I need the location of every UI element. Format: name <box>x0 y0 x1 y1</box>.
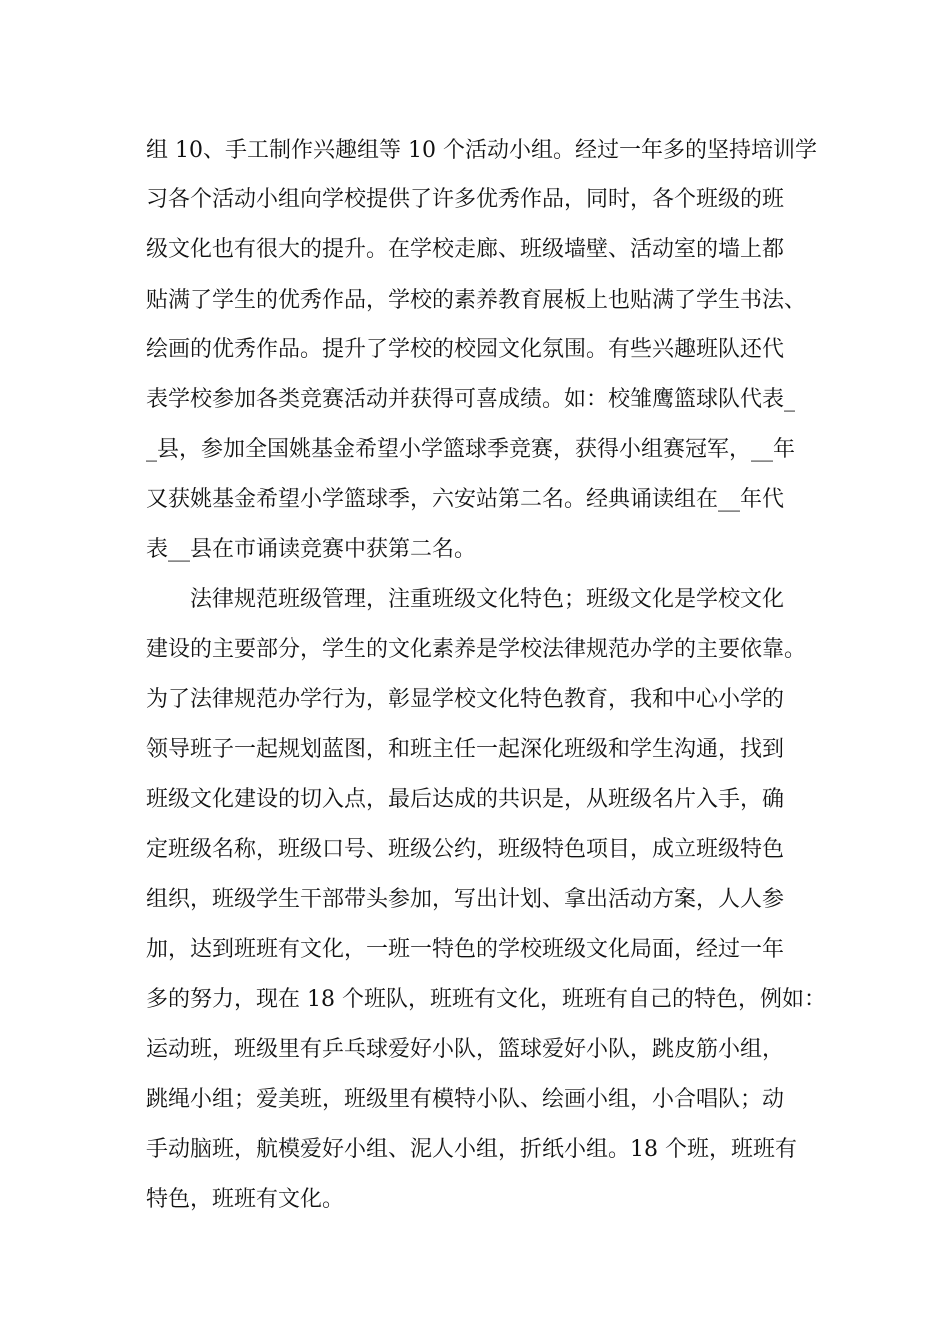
text-line: 定班级名称，班级口号、班级公约，班级特色项目，成立班级特色 <box>146 837 785 862</box>
text-line: 表学校参加各类竞赛活动并获得可喜成绩。如：校雏鹰篮球队代表_ <box>146 387 796 412</box>
text-line: 组织，班级学生干部带头参加，写出计划、拿出活动方案，人人参 <box>146 887 785 912</box>
text-line: 加，达到班班有文化，一班一特色的学校班级文化局面，经过一年 <box>146 937 785 962</box>
text-line: 组 10、手工制作兴趣组等 10 个活动小组。经过一年多的坚持培训学 <box>146 138 817 163</box>
text-line: 表__县在市诵读竞赛中获第二名。 <box>146 537 477 562</box>
text-line: 建设的主要部分，学生的文化素养是学校法律规范办学的主要依靠。 <box>146 637 807 662</box>
text-line: 又获姚基金希望小学篮球季，六安站第二名。经典诵读组在__年代 <box>146 487 785 512</box>
text-line: 为了法律规范办学行为，彰显学校文化特色教育，我和中心小学的 <box>146 687 785 712</box>
text-line: 绘画的优秀作品。提升了学校的校园文化氛围。有些兴趣班队还代 <box>146 337 785 362</box>
text-line: 手动脑班，航模爱好小组、泥人小组，折纸小组。18 个班，班班有 <box>146 1137 797 1162</box>
text-line: 领导班子一起规划蓝图，和班主任一起深化班级和学生沟通，找到 <box>146 737 785 762</box>
text-line: 运动班，班级里有乒乓球爱好小队，篮球爱好小队，跳皮筋小组， <box>146 1037 785 1062</box>
text-line: 多的努力，现在 18 个班队，班班有文化，班班有自己的特色，例如： <box>146 987 826 1012</box>
text-line: 贴满了学生的优秀作品，学校的素养教育展板上也贴满了学生书法、 <box>146 288 807 313</box>
paragraph-first-line: 法律规范班级管理，注重班级文化特色；班级文化是学校文化 <box>190 587 785 612</box>
text-line: 班级文化建设的切入点，最后达成的共识是，从班级名片入手，确 <box>146 787 785 812</box>
text-line: 特色，班班有文化。 <box>146 1187 345 1212</box>
text-line: 级文化也有很大的提升。在学校走廊、班级墙壁、活动室的墙上都 <box>146 237 785 262</box>
text-line: 习各个活动小组向学校提供了许多优秀作品，同时，各个班级的班 <box>146 187 785 212</box>
text-line: 跳绳小组；爱美班，班级里有模特小队、绘画小组，小合唱队；动 <box>146 1087 785 1112</box>
text-line: _县，参加全国姚基金希望小学篮球季竞赛，获得小组赛冠军，__年 <box>146 437 796 462</box>
